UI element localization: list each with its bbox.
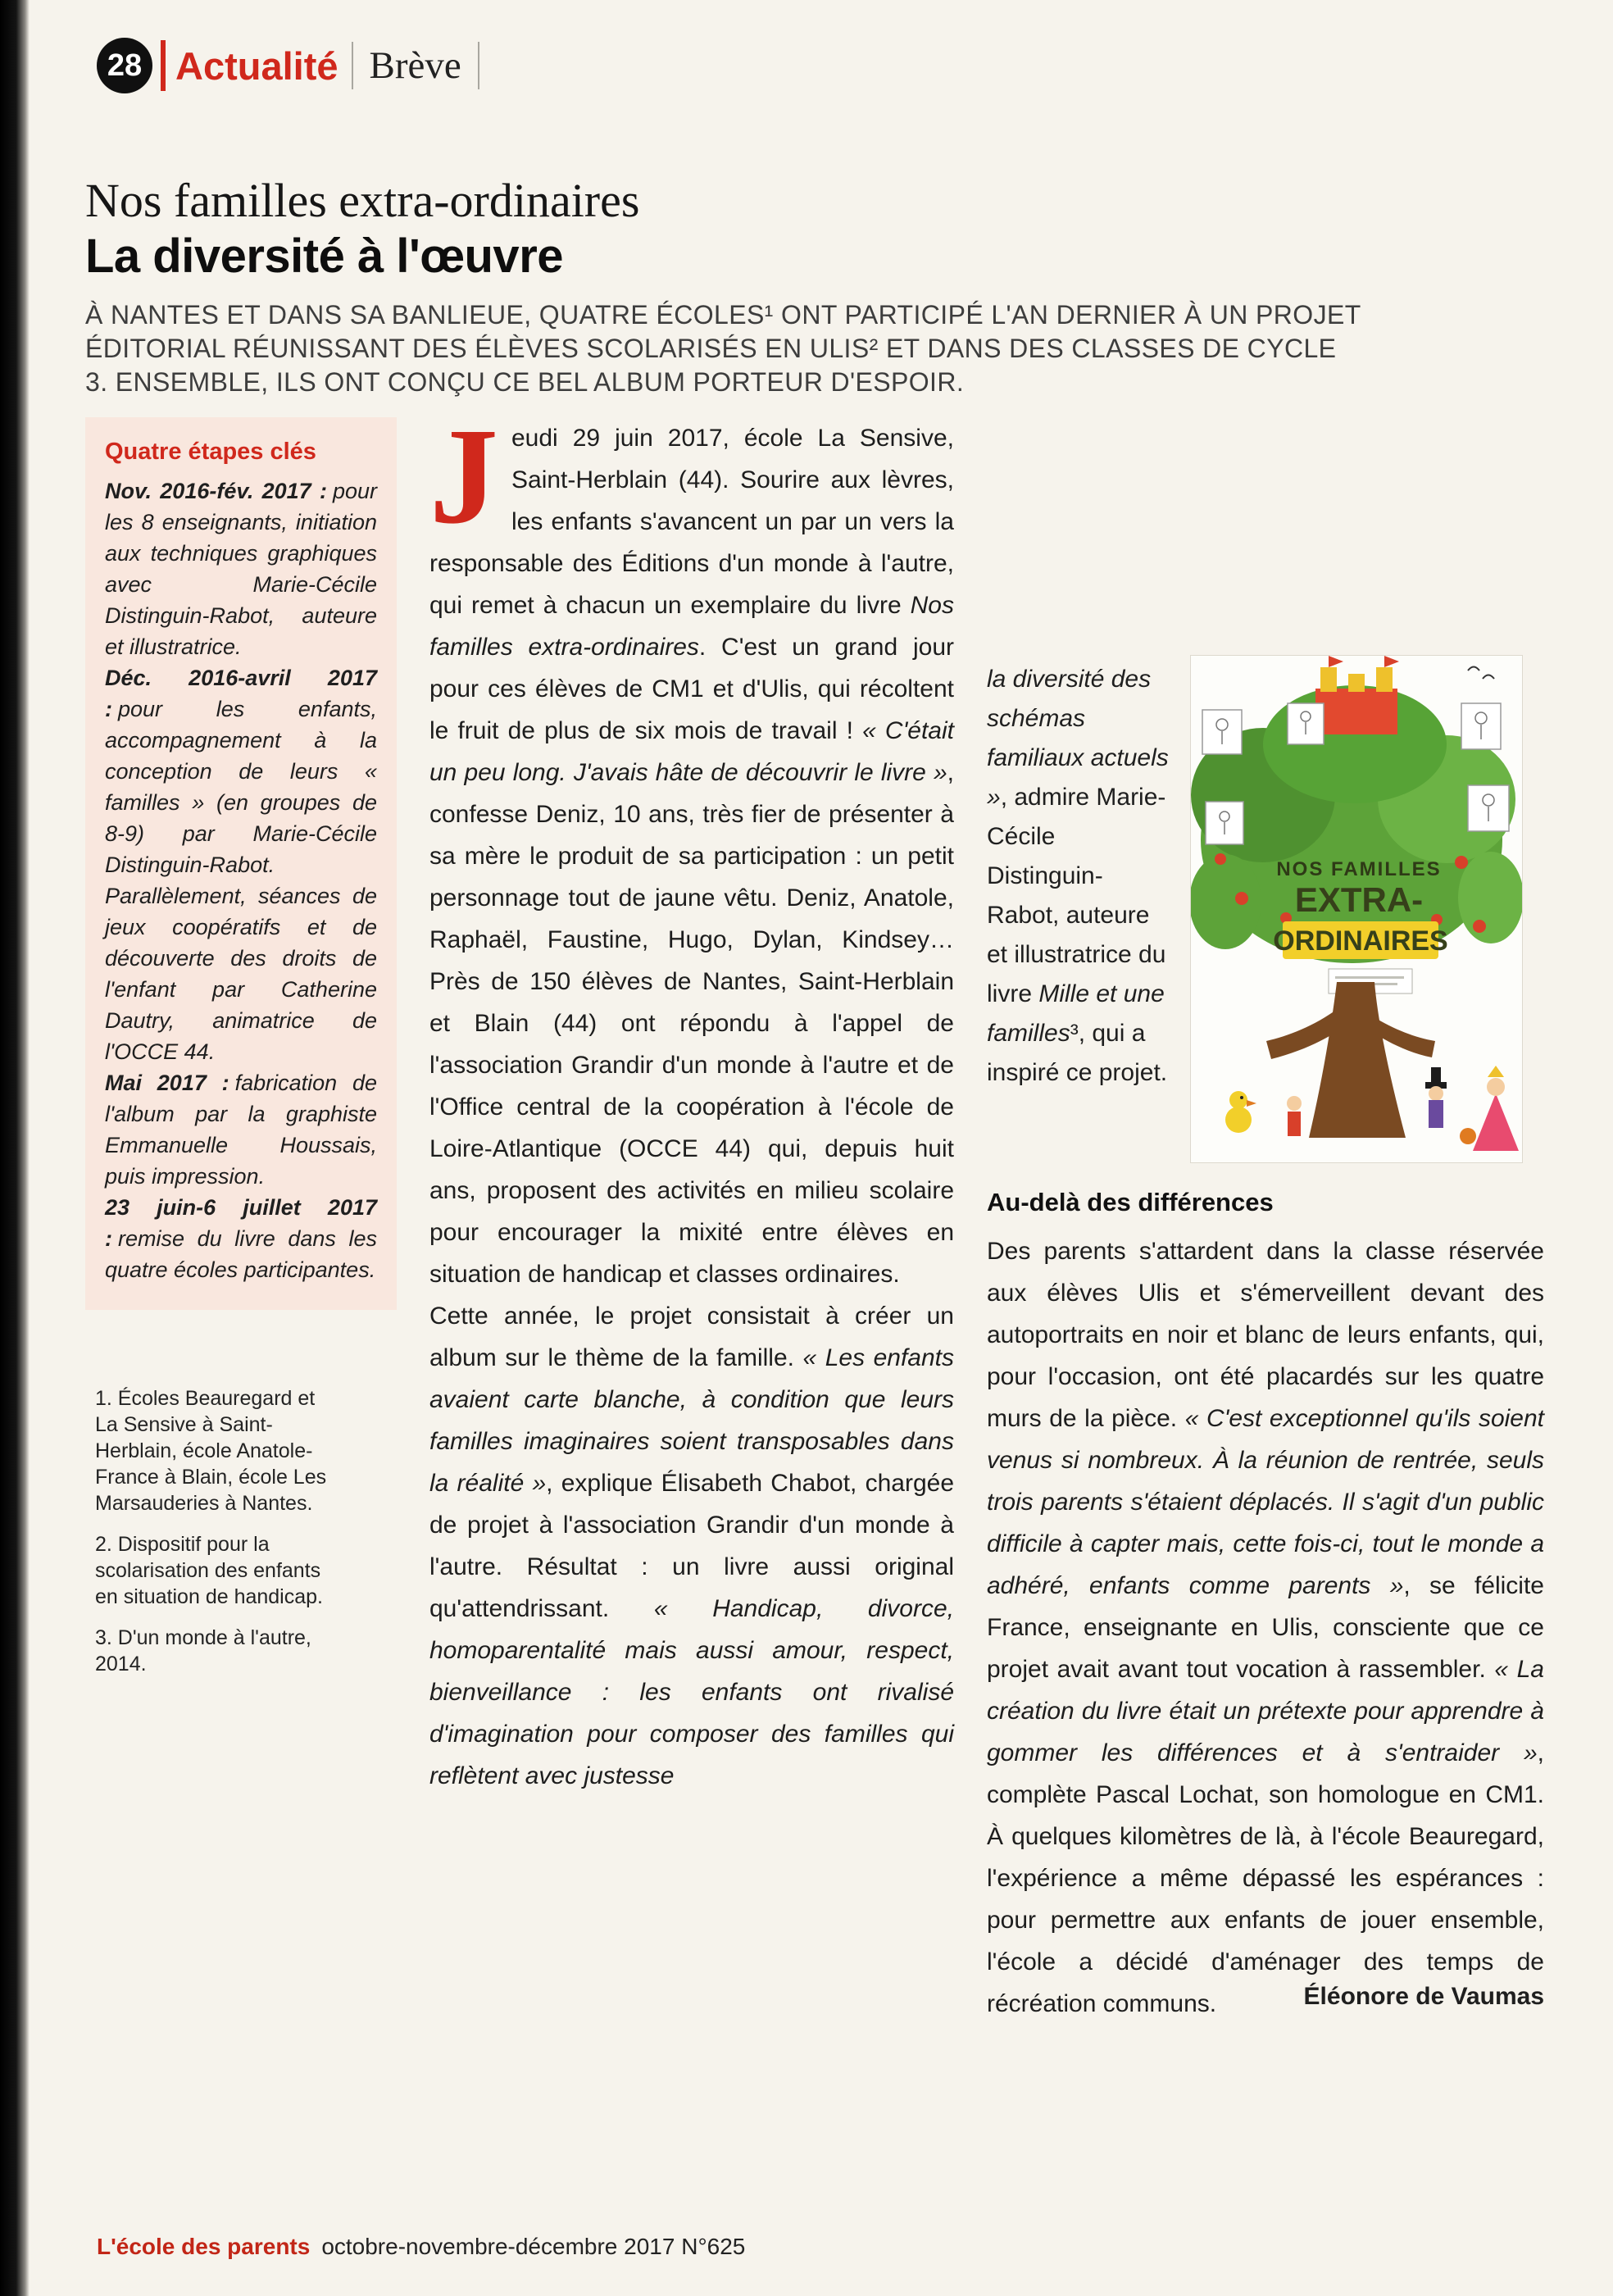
subheading-differences: Au-delà des différences — [987, 1188, 1274, 1216]
left-column — [85, 417, 397, 1692]
footer-magazine-name: L'école des parents — [97, 2234, 311, 2259]
page-footer — [85, 2234, 1544, 2271]
footnotes — [85, 1385, 341, 1677]
book-title-line2: EXTRA- — [1294, 880, 1424, 919]
article-body — [85, 400, 1544, 2234]
right-column — [987, 655, 1544, 2017]
key-step-1: Nov. 2016-fév. 2017 : pour les 8 enseignants, initiation aux techniques graphiques avec Marie-Cécile Distinguin-Rabot, auteure et illustratrice. — [105, 479, 377, 659]
key-step-3: Mai 2017 : fabrication de l'album par la graphiste Emmanuelle Houssais, puis impression. — [105, 1071, 377, 1189]
article-standfirst: À NANTES ET DANS SA BANLIEUE, QUATRE ÉCOLES¹ ONT PARTICIPÉ L'AN DERNIER À UN PROJET ÉDITORIAL RÉUNISSANT DES ÉLÈVES SCOLARISÉS EN ULIS² ET DANS DES CLASSES DE CYCLE 3. ENSEMBLE, ILS ONT CONÇU CE BEL ALBUM PORTEUR D'ESPOIR. — [85, 300, 1361, 397]
footnote-3: 3. D'un monde à l'autre, 2014. — [95, 1626, 311, 1675]
page-number-badge: 28 — [97, 38, 152, 93]
book-cover — [1190, 655, 1523, 1163]
section-label: Actualité — [175, 43, 339, 88]
paragraph-1-text: eudi 29 juin 2017, école La Sensive, Saint-Herblain (44). Sourire aux lèvres, les enfants s'avancent un par un vers la responsable des Éditions d'un monde à l'autre, qui remet à chacun un exemplaire du livre Nos familles extra-ordinaires. C'est un grand jour pour ces élèves de CM1 et d'Ulis, qui récoltent le fruit de plus de six mois de travail ! « C'était un peu long. J'avais hâte de découvrir le livre », confesse Deniz, 10 ans, très fier de présenter à sa mère le produit de sa participation : un petit personnage tout de jaune vêtu. Deniz, Anatole, Raphaël, Faustine, Hugo, Dylan, Kindsey… Près de 150 élèves de Nantes, Saint-Herblain et Blain (44) ont répondu à l'appel de l'association Grandir d'un monde à l'autre et de l'Office central de la coopération à l'école de Loire-Atlantique (OCCE 44) qui, depuis huit ans, proposent des activités en milieu scolaire pour encourager la mixité entre élèves en situation de handicap et classes ordinaires. — [429, 425, 954, 1288]
header-divider-2 — [478, 42, 479, 89]
book-title-line1: NOS FAMILLES — [1276, 858, 1442, 880]
key-steps-box — [85, 417, 397, 1310]
column3-intro: la diversité des schémas familiaux actuels », admire Marie-Cécile Distinguin-Rabot, auteure et illustratrice du livre Mille et une familles³, qui a inspiré ce projet. — [987, 666, 1169, 1086]
right-column-top — [987, 655, 1544, 1163]
footnote-1: 1. Écoles Beauregard et La Sensive à Saint-Herblain, école Anatole-France à Blain, école Les Marsauderies à Nantes. — [95, 1387, 327, 1515]
article-title: La diversité à l'œuvre — [85, 230, 564, 283]
article-paragraph-1 — [429, 400, 954, 1295]
page-header — [97, 38, 1544, 93]
book-title-line3: ORDINAIRES — [1273, 925, 1448, 957]
article-kicker: Nos familles extra-ordinaires — [85, 174, 640, 227]
author-name: Éléonore de Vaumas — [1303, 1983, 1544, 2010]
key-steps-title: Quatre étapes clés — [105, 439, 316, 465]
main-column — [429, 400, 954, 1797]
article-dropcap: J — [429, 400, 498, 552]
book-cover-illustration — [1191, 656, 1522, 1162]
footer-issue-info: octobre-novembre-décembre 2017 N°625 — [321, 2234, 746, 2259]
author-byline — [987, 1983, 1544, 2011]
footnote-2: 2. Dispositif pour la scolarisation des enfants en situation de handicap. — [95, 1533, 323, 1608]
magazine-page — [30, 0, 1613, 2296]
subsection-label: Brève — [369, 44, 461, 87]
key-step-2: Déc. 2016-avril 2017 : pour les enfants, accompagnement à la conception de leurs « familles » (en groupes de 8-9) par Marie-Cécile Distinguin-Rabot. Parallèlement, séances de jeux coopératifs et de découverte des droits de l'enfant par Catherine Dautry, animatrice de l'OCCE 44. — [105, 666, 377, 1064]
key-step-4: 23 juin-6 juillet 2017 : remise du livre dans les quatre écoles participantes. — [105, 1195, 377, 1282]
scan-edge — [0, 0, 30, 2296]
article-paragraph-3: Des parents s'attardent dans la classe réservée aux élèves Ulis et s'émerveillent devant des autoportraits en noir et blanc de leurs enfants, qui, pour l'occasion, ont été placardés sur les quatre murs de la pièce. « C'est exceptionnel qu'ils soient venus si nombreux. À la réunion de rentrée, seuls trois parents s'étaient déplacés. Il s'agit d'un public difficile à capter mais, cette fois-ci, tout le monde a adhéré, enfants comme parents », se félicite France, enseignante en Ulis, consciente que ce projet avait avant tout vocation à rassembler. « La création du livre était un prétexte pour apprendre à gommer les différences et à s'entraider », complète Pascal Lochat, son homologue en CM1. À quelques kilomètres de là, à l'école Beauregard, l'expérience a même dépassé les espérances : pour permettre aux enfants de jouer ensemble, l'école a décidé d'aménager des temps de récréation communs. — [987, 1238, 1544, 2017]
article-paragraph-2: Cette année, le projet consistait à créer un album sur le thème de la famille. « Les enfants avaient carte blanche, à condition que leurs familles imaginaires soient transposables dans la réalité », explique Élisabeth Chabot, chargée de projet à l'association Grandir d'un monde à l'autre. Résultat : un livre aussi original qu'attendrissant. « Handicap, divorce, homoparentalité mais aussi amour, respect, bienveillance : les enfants ont rivalisé d'imagination pour composer des familles qui reflètent avec justesse — [429, 1303, 954, 1789]
